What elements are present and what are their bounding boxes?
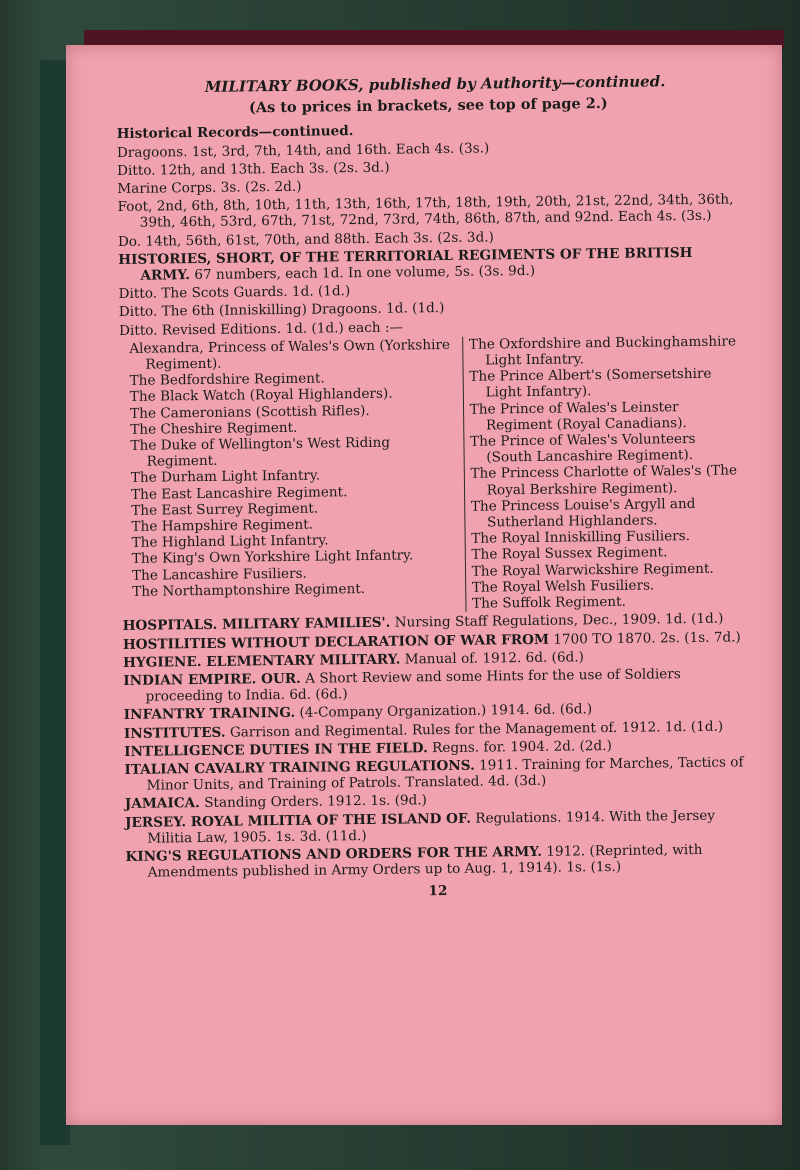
list-item: Alexandra, Princess of Wales's Own (Yorkshire Regiment). [129,336,451,373]
histories-entry [118,244,742,284]
prices-note: (As to prices in brackets, see top of page 2.) [248,95,608,117]
historical-line: Dragoons. 1st, 3rd, 7th, 14th, and 16th. Each 4s. (3s.) [116,140,490,161]
entry-rest: Garrison and Regimental. Rules for the Management of. 1912. 1d. (1d.) [229,718,724,741]
entry-heading: HYGIENE. ELEMENTARY MILITARY. [123,651,401,671]
regiment-list-left [129,337,465,616]
list-item: The East Lancashire Regiment. [130,483,348,503]
list-item: The Royal Inniskilling Fusiliers. [471,528,691,547]
catalogue-entry [125,807,749,847]
entry-heading: INSTITUTES. [123,724,226,742]
list-item: The Cameronians (Scottish Rifles). [129,402,370,422]
list-item: The Highland Light Infantry. [131,532,329,552]
list-item: The Hampshire Regiment. [131,516,314,535]
entry-rest: 1912. (Reprinted, with Amendments published in Army Orders up to Aug. 1, 1914). 1s. (1s.) [147,841,703,881]
entry-heading: HOSTILITIES WITHOUT DECLARATION OF WAR FROM [122,631,550,653]
entry-heading: INDIAN EMPIRE. OUR. [123,670,301,689]
entry-rest: Manual of. 1912. 6d. (6d.) [404,649,585,668]
list-item: The Prince of Wales's Volunteers (South Lancashire Regiment). [470,431,696,466]
entry-rest: Standing Orders. 1912. 1s. (9d.) [204,792,428,812]
catalogue-entry [125,841,749,881]
page-text [116,72,750,903]
page-number: 12 [428,883,448,900]
list-item: The Royal Warwickshire Regiment. [471,560,714,580]
list-item: The Oxfordshire and Buckinghamshire Light Infantry. [468,333,737,369]
ditto-line: Ditto. The Scots Guards. 1d. (1d.) [118,283,351,303]
entry-heading: ITALIAN CAVALRY TRAINING REGULATIONS. [124,757,475,778]
entry-heading: INTELLIGENCE DUTIES IN THE FIELD. [124,739,428,760]
list-item: The Durham Light Infantry. [130,468,321,487]
list-item: The Prince Albert's (Somersetshire Light Infantry). [469,365,712,401]
regiment-columns [119,333,746,616]
entry-heading: JERSEY. ROYAL MILITIA OF THE ISLAND OF. [124,810,472,831]
page-header: MILITARY BOOKS, published by Authority—continued. [204,72,666,96]
entry-rest: A Short Review and some Hints for the use of Soldiers proceeding to India. 6d. (6d.) [145,666,681,705]
entry-heading: KING'S REGULATIONS AND ORDERS FOR THE ARMY. [125,843,543,865]
list-item: The Royal Welsh Fusiliers. [471,577,655,596]
list-item: The Bedfordshire Regiment. [129,370,325,390]
catalogue-entry [123,665,747,705]
list-item: The Black Watch (Royal Highlanders). [129,386,393,406]
historical-line: Foot, 2nd, 6th, 8th, 10th, 11th, 13th, 16th, 17th, 18th, 19th, 20th, 21st, 22nd, 34th, 36th, 39th, 46th, 53rd, 67th, 71st, 72nd, 73rd, 74th, 86th, 87th, and 92nd. Each 4s. (3s.) [117,191,734,232]
entry-rest: Nursing Staff Regulations, Dec., 1909. 1d. (1d.) [394,610,724,631]
histories-heading: HISTORIES, SHORT, OF THE TERRITORIAL REGIMENTS OF THE BRITISH ARMY. [118,244,693,284]
entry-rest: 1911. Training for Marches, Tactics of Minor Units, and Training of Patrols. Translated. 4d. (3d.) [146,754,744,794]
entry-rest: (4-Company Organization.) 1914. 6d. (6d.) [299,701,593,722]
entry-heading: HOSPITALS. MILITARY FAMILIES'. [122,614,391,635]
list-item: The Northamptonshire Regiment. [132,580,366,600]
list-item: The Cheshire Regiment. [130,419,298,438]
entry-heading: JAMAICA. [124,795,200,813]
historical-line: Ditto. 12th, and 13th. Each 3s. (2s. 3d.) [117,159,390,179]
list-item: The King's Own Yorkshire Light Infantry. [131,547,414,568]
entry-rest: Regulations. 1914. With the Jersey Militia Law, 1905. 1s. 3d. (11d.) [147,807,716,847]
heading-text: Historical Records—continued. [116,123,354,143]
historical-line: Marine Corps. 3s. (2s. 2d.) [117,178,302,198]
ditto-line: Ditto. Revised Editions. 1d. (1d.) each :— [118,319,404,339]
regiment-list-right [462,333,747,612]
list-item: The Royal Sussex Regiment. [471,544,668,564]
list-item: The Lancashire Fusiliers. [131,565,307,584]
ditto-line: Ditto. The 6th (Inniskilling) Dragoons. 1d. (1d.) [118,300,445,321]
entry-rest: Regns. for. 1904. 2d. (2d.) [432,737,612,756]
list-item: The Suffolk Regiment. [472,593,627,612]
list-item: The Duke of Wellington's West Riding Regiment. [130,434,391,470]
list-item: The Princess Louise's Argyll and Sutherland Highlanders. [470,495,696,531]
list-item: The Princess Charlotte of Wales's (The Royal Berkshire Regiment). [470,462,738,499]
historical-line: Do. 14th, 56th, 61st, 70th, and 88th. Each 3s. (2s. 3d.) [117,229,494,250]
entry-heading: INFANTRY TRAINING. [123,705,296,724]
list-item: The East Surrey Regiment. [131,500,319,519]
catalogue-entry [124,754,748,794]
list-item: The Prince of Wales's Leinster Regiment (Royal Canadians). [469,398,687,434]
entry-rest: 1700 TO 1870. 2s. (1s. 7d.) [553,628,741,648]
histories-rest: 67 numbers, each 1d. In one volume, 5s. (3s. 9d.) [194,262,536,284]
